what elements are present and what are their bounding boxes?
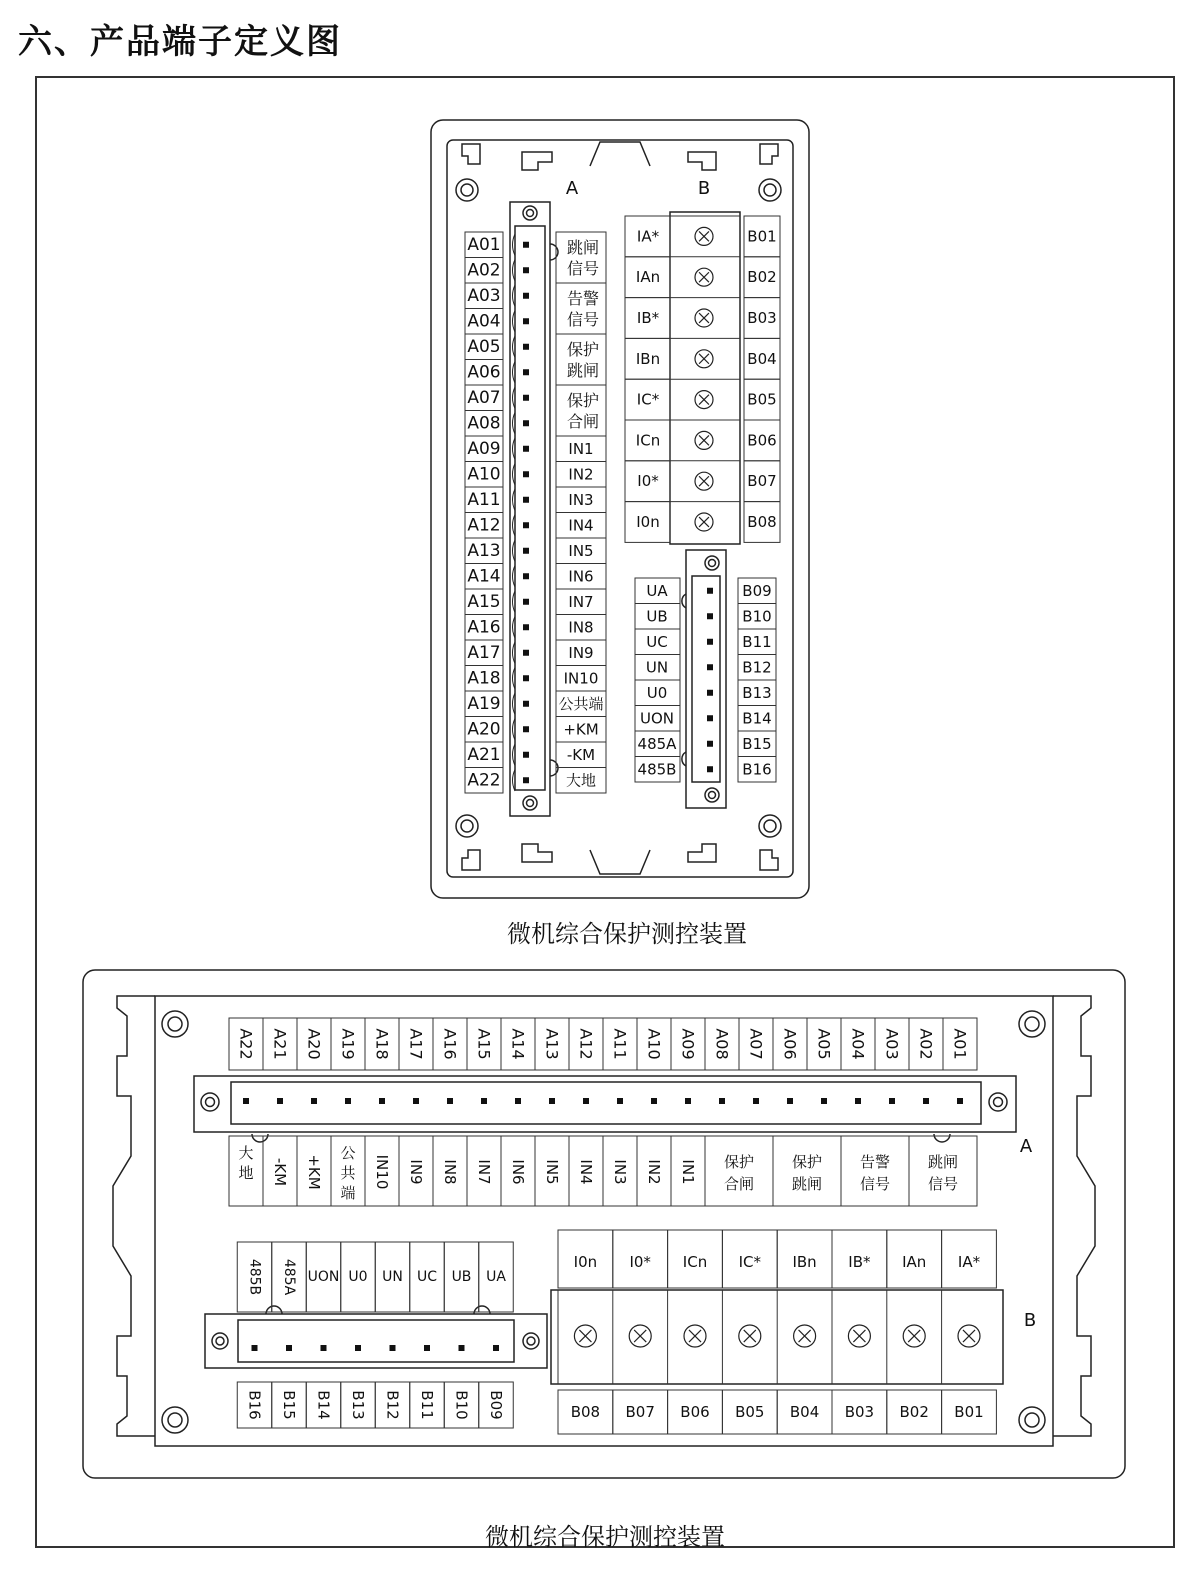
- function-label: IN3: [568, 490, 594, 509]
- function-label: IN1: [568, 439, 594, 458]
- pin-socket-icon: [523, 369, 529, 375]
- pin-socket-icon: [549, 1098, 555, 1104]
- function-label: IN7: [568, 592, 594, 611]
- pin-label: B06: [680, 1403, 710, 1421]
- pin-socket-icon: [707, 664, 713, 670]
- current-label: I0n: [573, 1253, 598, 1271]
- mounting-hole-icon: [1019, 1011, 1045, 1037]
- screw-terminal-icon: [739, 1325, 761, 1347]
- function-label: IN9: [568, 643, 594, 662]
- pin-label: B05: [735, 1403, 765, 1421]
- pin-label: A11: [610, 1028, 630, 1060]
- voltage-label: UA: [486, 1269, 506, 1285]
- pin-socket-icon: [523, 471, 529, 477]
- pin-label: B04: [747, 349, 777, 368]
- mounting-hole-icon: [456, 815, 478, 837]
- pin-socket-icon: [355, 1345, 361, 1351]
- voltage-label: 485A: [281, 1258, 297, 1296]
- pin-label: B02: [747, 268, 777, 287]
- pin-label: B04: [789, 1403, 820, 1421]
- function-label: 跳闸: [566, 361, 600, 381]
- connector-b-voltage-body-2: [205, 1314, 547, 1368]
- voltage-label: UC: [646, 632, 668, 651]
- function-label: 保护: [791, 1153, 823, 1171]
- screw-terminal-icon: [848, 1325, 870, 1347]
- pin-label: B15: [742, 734, 772, 753]
- function-label: IN4: [577, 1159, 595, 1185]
- current-label: IC*: [738, 1253, 762, 1271]
- function-label: 保护: [723, 1153, 755, 1171]
- pin-label: A12: [576, 1028, 596, 1060]
- function-label: IN1: [679, 1159, 697, 1185]
- function-label: -KM: [566, 745, 596, 764]
- function-label: 保护: [566, 339, 600, 359]
- pin-socket-icon: [753, 1098, 759, 1104]
- pin-socket-icon: [311, 1098, 317, 1104]
- pin-label: B16: [245, 1390, 264, 1420]
- voltage-label: UC: [416, 1269, 438, 1285]
- pin-label: A12: [467, 515, 501, 536]
- pin-socket-icon: [617, 1098, 623, 1104]
- pin-socket-icon: [523, 752, 529, 758]
- pin-label: B12: [383, 1390, 402, 1420]
- pin-socket-icon: [523, 624, 529, 630]
- pin-socket-icon: [685, 1098, 691, 1104]
- pin-label: B01: [954, 1403, 984, 1421]
- screw-terminal-icon: [794, 1325, 816, 1347]
- function-label: [340, 1144, 355, 1202]
- pin-label: A09: [467, 438, 501, 459]
- function-label: IN2: [568, 465, 594, 484]
- pin-label: A18: [467, 668, 501, 689]
- pin-socket-icon: [515, 1098, 521, 1104]
- function-label-char: 共: [340, 1164, 356, 1182]
- voltage-label: 485B: [246, 1258, 263, 1296]
- pin-socket-icon: [321, 1345, 327, 1351]
- function-label: 大地: [565, 771, 597, 790]
- function-label: IN8: [441, 1159, 459, 1185]
- pin-label: A21: [467, 744, 501, 765]
- function-label-box: [773, 1136, 841, 1206]
- pin-socket-icon: [707, 715, 713, 721]
- pin-label: A10: [467, 464, 501, 485]
- pin-socket-icon: [523, 318, 529, 324]
- pin-socket-icon: [707, 766, 713, 772]
- pin-socket-icon: [390, 1345, 396, 1351]
- voltage-label: UA: [646, 581, 668, 600]
- function-label-char: 大: [238, 1144, 254, 1162]
- current-label: IA*: [957, 1253, 981, 1271]
- function-label: 跳闸: [566, 237, 600, 257]
- pin-socket-icon: [707, 613, 713, 619]
- connector-a-body: [510, 202, 550, 816]
- function-label: IN8: [568, 618, 594, 637]
- function-label: 公共端: [558, 694, 604, 713]
- pin-label: A14: [508, 1028, 528, 1060]
- pin-label: A01: [950, 1028, 970, 1060]
- pin-socket-icon: [523, 446, 529, 452]
- connector-b-label: B: [697, 178, 711, 199]
- function-label: 信号: [927, 1175, 959, 1193]
- mounting-hole-icon: [456, 179, 478, 201]
- pin-label: A02: [916, 1028, 936, 1060]
- pin-socket-icon: [707, 639, 713, 645]
- pin-label: B05: [747, 390, 777, 409]
- page-title: 六、产品端子定义图: [18, 22, 342, 62]
- connector-a-label-2: A: [1019, 1136, 1033, 1157]
- function-label: IN6: [568, 567, 594, 586]
- screw-terminal-icon: [903, 1325, 925, 1347]
- function-label: IN6: [509, 1159, 527, 1185]
- voltage-label: U0: [348, 1269, 368, 1285]
- voltage-label: UN: [382, 1269, 403, 1285]
- voltage-label: UB: [646, 607, 668, 626]
- mounting-hole-icon: [759, 179, 781, 201]
- pin-socket-icon: [523, 522, 529, 528]
- pin-label: A18: [372, 1028, 392, 1060]
- pin-label: A02: [467, 260, 501, 281]
- function-label: 告警: [566, 288, 600, 308]
- pin-label: B09: [487, 1390, 505, 1420]
- pin-label: B08: [570, 1403, 601, 1421]
- pin-label: B07: [625, 1403, 655, 1421]
- pin-socket-icon: [523, 548, 529, 554]
- screw-terminal-icon: [695, 391, 713, 409]
- pin-label: A01: [467, 234, 501, 255]
- function-label: IN10: [563, 669, 599, 688]
- current-label: ICn: [682, 1253, 708, 1271]
- pin-label: B08: [747, 513, 777, 531]
- pin-socket-icon: [787, 1098, 793, 1104]
- pin-label: A16: [440, 1028, 460, 1060]
- pin-label: B15: [280, 1390, 298, 1420]
- mounting-hole-icon: [759, 815, 781, 837]
- pin-label: A08: [712, 1028, 732, 1060]
- pin-socket-icon: [523, 420, 529, 426]
- function-label: 跳闸: [791, 1175, 823, 1193]
- pin-socket-icon: [523, 726, 529, 732]
- pin-socket-icon: [252, 1345, 258, 1351]
- pin-label: A13: [467, 540, 501, 561]
- pin-label: A11: [467, 489, 501, 510]
- pin-label: B09: [742, 581, 772, 600]
- pin-label: A20: [304, 1028, 324, 1060]
- device-inner-outline-2: [155, 996, 1053, 1446]
- function-label: IN5: [568, 541, 594, 560]
- pin-label: A20: [467, 719, 501, 740]
- pin-label: A17: [467, 642, 501, 663]
- pin-label: A14: [467, 566, 501, 587]
- pin-socket-icon: [523, 293, 529, 299]
- current-label: IBn: [635, 349, 661, 368]
- current-terminal-block: [670, 212, 740, 544]
- pin-socket-icon: [583, 1098, 589, 1104]
- function-label: +KM: [305, 1154, 323, 1190]
- function-label: -KM: [271, 1157, 289, 1187]
- pin-label: A16: [467, 617, 501, 638]
- current-label: IAn: [635, 268, 661, 287]
- current-label: IC*: [636, 390, 660, 409]
- mounting-hole-icon: [1019, 1407, 1045, 1433]
- voltage-label: U0: [646, 683, 668, 702]
- pin-socket-icon: [523, 395, 529, 401]
- pin-socket-icon: [523, 701, 529, 707]
- pin-socket-icon: [345, 1098, 351, 1104]
- pin-socket-icon: [459, 1345, 465, 1351]
- pin-socket-icon: [523, 267, 529, 273]
- pin-label: A04: [848, 1028, 868, 1060]
- pin-label: A05: [467, 336, 501, 357]
- pin-label: A07: [746, 1028, 766, 1060]
- pin-socket-icon: [379, 1098, 385, 1104]
- current-label: IAn: [902, 1253, 927, 1271]
- pin-socket-icon: [447, 1098, 453, 1104]
- function-label-char: 端: [340, 1184, 356, 1202]
- pin-label: B03: [844, 1403, 875, 1421]
- function-label: 合闸: [723, 1175, 755, 1193]
- mounting-hole-icon: [162, 1407, 188, 1433]
- pin-label: A17: [406, 1028, 426, 1060]
- mounting-hole-icon: [162, 1011, 188, 1037]
- pin-label: B14: [314, 1390, 333, 1420]
- pin-socket-icon: [523, 650, 529, 656]
- current-label: I0*: [637, 472, 659, 491]
- pin-label: A21: [270, 1028, 290, 1060]
- function-label-box: [841, 1136, 909, 1206]
- function-label: IN2: [645, 1159, 663, 1185]
- function-label-box: [909, 1136, 977, 1206]
- current-label: IBn: [792, 1253, 817, 1271]
- function-label: 合闸: [566, 412, 600, 432]
- pin-label: B10: [742, 607, 772, 626]
- voltage-label: UON: [639, 709, 675, 728]
- pin-socket-icon: [707, 588, 713, 594]
- screw-terminal-icon: [695, 431, 713, 449]
- pin-socket-icon: [243, 1098, 249, 1104]
- function-label: IN5: [543, 1159, 561, 1185]
- voltage-label: UON: [307, 1269, 340, 1285]
- screw-terminal-icon: [629, 1325, 651, 1347]
- voltage-label: UB: [451, 1269, 472, 1285]
- function-label-char: 公: [340, 1144, 356, 1162]
- function-label: IN9: [407, 1159, 425, 1185]
- connector-a-label: A: [565, 178, 579, 199]
- pin-label: A19: [338, 1028, 358, 1060]
- pin-label: A19: [467, 693, 501, 714]
- pin-socket-icon: [821, 1098, 827, 1104]
- screw-terminal-icon: [695, 350, 713, 368]
- pin-socket-icon: [707, 690, 713, 696]
- screw-terminal-icon: [695, 227, 713, 245]
- connector-b-label-2: B: [1023, 1310, 1037, 1331]
- screw-terminal-icon: [684, 1325, 706, 1347]
- pin-label: B10: [452, 1390, 471, 1420]
- figure-2-caption: 微机综合保护测控装置: [485, 1523, 725, 1551]
- pin-socket-icon: [286, 1345, 292, 1351]
- pin-label: B01: [747, 227, 777, 246]
- pin-socket-icon: [523, 497, 529, 503]
- current-label: I0*: [629, 1253, 651, 1271]
- pin-socket-icon: [481, 1098, 487, 1104]
- pin-label: B03: [747, 309, 777, 327]
- function-label: IN4: [568, 516, 594, 535]
- function-label: [238, 1144, 253, 1182]
- function-label: +KM: [563, 720, 599, 739]
- pin-socket-icon: [855, 1098, 861, 1104]
- function-label: 信号: [566, 310, 600, 330]
- function-label: 跳闸: [927, 1153, 959, 1171]
- voltage-label: 485A: [637, 734, 677, 753]
- pin-label: B11: [418, 1390, 436, 1420]
- screw-terminal-icon: [695, 309, 713, 327]
- pin-label: B07: [747, 472, 777, 491]
- screw-terminal-icon: [574, 1325, 596, 1347]
- pin-socket-icon: [707, 741, 713, 747]
- pin-label: A03: [882, 1028, 902, 1060]
- pin-label: B16: [742, 760, 772, 779]
- pin-label: B06: [747, 431, 777, 450]
- current-label: IA*: [636, 227, 660, 246]
- function-label: IN10: [373, 1154, 391, 1190]
- function-label: 告警: [859, 1153, 891, 1171]
- screw-terminal-icon: [958, 1325, 980, 1347]
- pin-label: B13: [349, 1390, 367, 1420]
- pin-label: A06: [467, 362, 501, 383]
- voltage-label: 485B: [637, 760, 677, 779]
- current-label: ICn: [635, 431, 661, 450]
- pin-socket-icon: [957, 1098, 963, 1104]
- pin-socket-icon: [651, 1098, 657, 1104]
- pin-socket-icon: [523, 777, 529, 783]
- pin-socket-icon: [413, 1098, 419, 1104]
- screw-terminal-icon: [695, 513, 713, 531]
- pin-label: B14: [742, 709, 772, 728]
- pin-label: A09: [678, 1028, 698, 1060]
- pin-label: A04: [467, 311, 501, 332]
- pin-label: A15: [474, 1028, 494, 1060]
- pin-label: A08: [467, 413, 501, 434]
- function-label: 信号: [859, 1175, 891, 1193]
- pin-label: A15: [467, 591, 501, 612]
- pin-label: B13: [742, 683, 772, 702]
- pin-label: A07: [467, 387, 501, 408]
- pin-socket-icon: [523, 599, 529, 605]
- pin-socket-icon: [923, 1098, 929, 1104]
- pin-socket-icon: [523, 344, 529, 350]
- function-label-box: [705, 1136, 773, 1206]
- pin-label: A22: [236, 1028, 256, 1060]
- pin-socket-icon: [523, 573, 529, 579]
- function-label: 信号: [566, 259, 600, 279]
- pin-socket-icon: [523, 675, 529, 681]
- current-label: I0n: [636, 513, 660, 531]
- pin-label: A06: [780, 1028, 800, 1060]
- pin-label: B02: [899, 1403, 929, 1421]
- pin-label: A22: [467, 770, 501, 791]
- current-label: IB*: [848, 1253, 871, 1271]
- function-label: 保护: [566, 390, 600, 410]
- voltage-label: UN: [645, 658, 669, 677]
- pin-socket-icon: [424, 1345, 430, 1351]
- figure-1-caption: 微机综合保护测控装置: [507, 920, 747, 948]
- pin-socket-icon: [277, 1098, 283, 1104]
- screw-terminal-icon: [695, 268, 713, 286]
- pin-label: A05: [814, 1028, 834, 1060]
- pin-label: B11: [742, 632, 772, 651]
- function-label: IN3: [611, 1159, 629, 1185]
- pin-socket-icon: [523, 242, 529, 248]
- pin-socket-icon: [493, 1345, 499, 1351]
- current-label: IB*: [636, 309, 660, 327]
- pin-label: B12: [742, 658, 772, 677]
- function-label: IN7: [475, 1159, 493, 1185]
- screw-terminal-icon: [695, 472, 713, 490]
- pin-socket-icon: [889, 1098, 895, 1104]
- pin-socket-icon: [719, 1098, 725, 1104]
- pin-label: A10: [644, 1028, 664, 1060]
- pin-label: A03: [467, 285, 501, 306]
- pin-label: A13: [542, 1028, 562, 1060]
- function-label-char: 地: [238, 1164, 254, 1182]
